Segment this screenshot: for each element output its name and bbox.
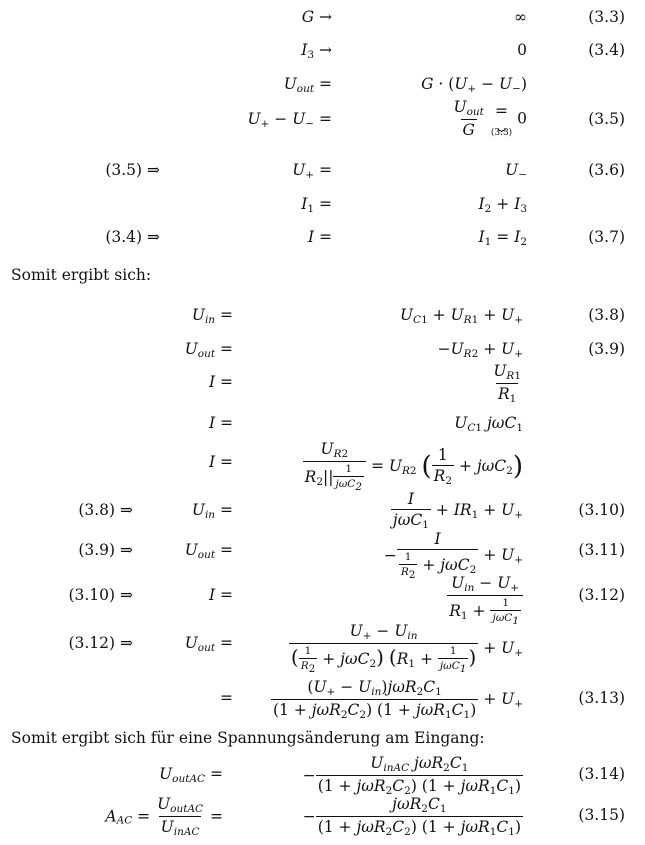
equation-lhs: I =: [208, 586, 233, 604]
equation-rhs: 0: [517, 41, 527, 59]
equation-lhs: $A_{AC}$ = $\frac{U_{outAC}}{U_{inAC}}$ =: [105, 795, 223, 838]
equation-number: (3.5): [588, 110, 625, 128]
equation-rhs: − $\frac{j\omega R_2C_1}{(1 + j\omega R_2C_2) (1 + j\omega R_1C_1)}$: [302, 795, 521, 838]
equation-rhs: $I_1 = I_2$: [478, 228, 527, 248]
equation-reference: (3.8) ⇒: [78, 501, 133, 519]
equation-rhs: − $\frac{U_{inAC} j\omega R_2C_1}{(1 + j\omega R_2C_2) (1 + j\omega R_1C_1)}$: [302, 754, 521, 797]
equation-reference: (3.9) ⇒: [78, 541, 133, 559]
equation-i-r2: [0, 440, 645, 493]
equation-number: (3.4): [588, 41, 625, 59]
equation-rhs: $U_{C1} + U_{R1} + U_+$: [399, 306, 523, 326]
equation-rhs: $I_2 + I_3$: [478, 195, 527, 215]
equation-number: (3.13): [578, 689, 625, 707]
equation-lhs: =: [220, 689, 233, 707]
equation-lhs: $I_3$ →: [301, 41, 332, 61]
equation-3-15: [0, 795, 645, 841]
equation-rhs: $U_{R2}$ $R_2||$ $\frac{1}{\text{jωC2}}$ = $U_{R2}$ ( $\frac{1}{R_2}$ + jωC$_2$): [304, 440, 523, 493]
equation-i-c1: [0, 414, 645, 436]
equation-lhs: $I_1$ =: [301, 195, 332, 215]
equation-reference: (3.12) ⇒: [68, 634, 133, 652]
prose-paragraph: Somit ergibt sich für eine Spannungsänderung am Eingang:: [11, 729, 485, 747]
equation-rhs: − I $\frac{1}{R2}$ + jωC$_2$ + $U_+$: [383, 530, 523, 581]
equation-3-4: [0, 41, 645, 63]
equation-number: (3.6): [588, 161, 625, 179]
equation-reference: (3.10) ⇒: [68, 586, 133, 604]
equation-3-3: [0, 8, 645, 30]
equation-number: (3.11): [578, 541, 625, 559]
equation-number: (3.8): [588, 306, 625, 324]
equation-lhs: I =: [208, 414, 233, 432]
equation-number: (3.14): [578, 765, 625, 783]
equation-lhs: I =: [208, 453, 233, 471]
equation-rhs: $\frac{I}{j\omega C_1}$ + $IR_1 + U_+$: [392, 490, 523, 531]
equation-rhs: $U_{in} - U_+$ $R_1$ + $\frac{1}{\text{jωC1}}$: [447, 574, 523, 627]
equation-3-13: [0, 678, 645, 722]
equation-3-7: [0, 228, 645, 250]
equation-lhs: $U_{in}$ =: [191, 501, 233, 521]
equation-number: (3.7): [588, 228, 625, 246]
equation-lhs: $U_{out}$ =: [184, 340, 233, 360]
equation-lhs: I =: [208, 373, 233, 391]
equation-number: (3.10): [578, 501, 625, 519]
equation-lhs: $U_{out}$ =: [184, 634, 233, 654]
equation-3-8: [0, 306, 645, 328]
equation-rhs: $\frac{U_{out}}{G}$ = ⏟ (3.3) 0: [453, 98, 527, 139]
equation-3-12: [0, 574, 645, 627]
equation-rhs: ∞: [514, 8, 527, 26]
equation-number: (3.9): [588, 340, 625, 358]
equation-lhs: I =: [307, 228, 332, 246]
equation-rhs: $U_-$: [505, 161, 527, 181]
equation-3-12b: [0, 622, 645, 674]
equation-number: (3.15): [578, 806, 625, 824]
equation-lhs: $U_{outAC}$ =: [159, 765, 223, 785]
equation-3-5: [0, 98, 645, 148]
equation-rhs: $G \cdot (U_+ - U_-)$: [421, 75, 527, 95]
equation-rhs: $U_{C1}$ jωC$_1$: [454, 414, 523, 434]
equation-reference: (3.4) ⇒: [105, 228, 160, 246]
equation-3-9: [0, 340, 645, 362]
equation-rhs: $U_+ - U_{in}$ ( $\frac{1}{R2}$ + jωC$_2$) ($R_1$ + $\frac{1}{\text{jωC1}}$ ) + $U_+$: [290, 622, 523, 675]
equation-lhs: $U_+ - U_-$ =: [247, 110, 332, 130]
equation-i1: [0, 195, 645, 217]
equation-uout-gain: [0, 75, 645, 97]
equation-lhs: G →: [301, 8, 332, 26]
brace-label: (3.3): [490, 127, 513, 138]
equation-rhs: $\frac{(U_+ - U_{in})j\omega R_2C_1}{(1 + j\omega R_2C_2) (1 + j\omega R_1C_1)}$ + $U_+$: [272, 678, 523, 721]
prose-paragraph: Somit ergibt sich:: [11, 266, 152, 284]
equation-3-11: [0, 530, 645, 581]
equation-lhs: $U_{out}$ =: [184, 541, 233, 561]
equation-reference: (3.5) ⇒: [105, 161, 160, 179]
equation-lhs: $U_{in}$ =: [191, 306, 233, 326]
equation-3-14: [0, 754, 645, 798]
equation-rhs: $\frac{U_{R1}}{R_1}$: [493, 362, 521, 405]
equation-number: (3.3): [588, 8, 625, 26]
equation-3-6: [0, 161, 645, 183]
equation-lhs: $U_{out}$ =: [283, 75, 332, 95]
equation-lhs: $U_+$ =: [292, 161, 332, 181]
equation-3-10: [0, 490, 645, 534]
equation-number: (3.12): [578, 586, 625, 604]
equation-rhs: $-U_{R2} + U_+$: [437, 340, 523, 360]
equation-i-r1: [0, 362, 645, 406]
